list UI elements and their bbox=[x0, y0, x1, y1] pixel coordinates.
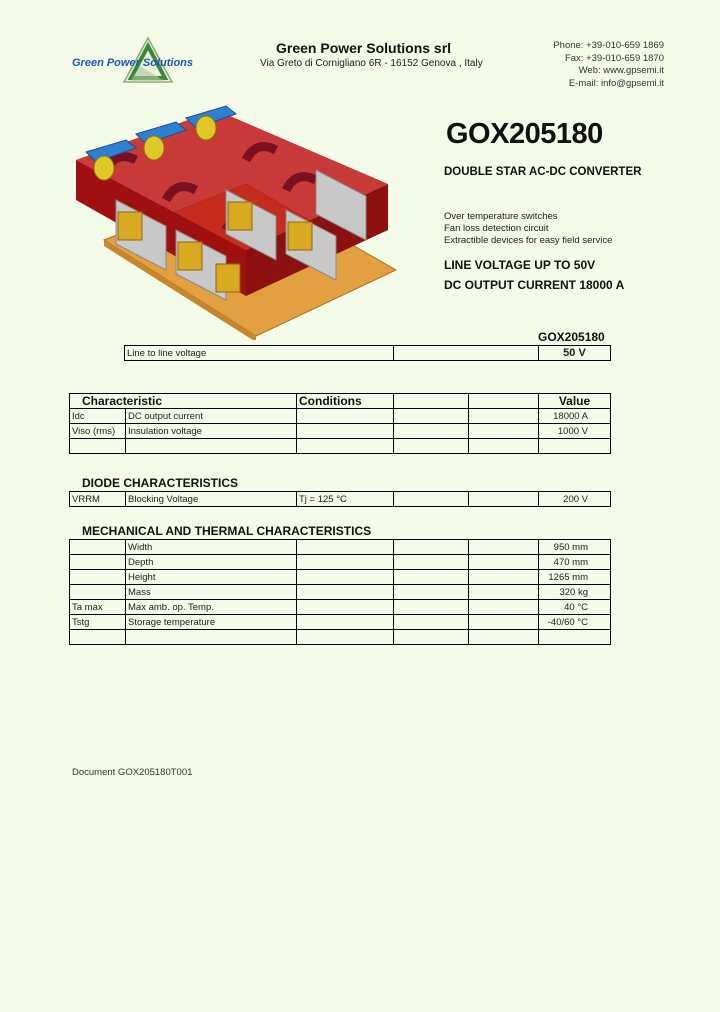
table-cell: Depth bbox=[126, 555, 297, 570]
rating-table bbox=[124, 345, 611, 361]
table-cell: Ta max bbox=[70, 600, 126, 615]
table-cell: Tj = 125 °C bbox=[297, 492, 394, 507]
feature-list bbox=[444, 211, 612, 247]
table-cell bbox=[394, 424, 469, 439]
table-cell bbox=[469, 615, 539, 630]
table-cell bbox=[297, 439, 394, 454]
rating-model-label: GOX205180 bbox=[538, 330, 605, 344]
table-cell: Insulation voltage bbox=[126, 424, 297, 439]
header-value: Value bbox=[539, 394, 611, 409]
product-model: GOX205180 bbox=[446, 118, 603, 150]
table-cell: 320 kg bbox=[539, 585, 611, 600]
diode-section-title: DIODE CHARACTERISTICS bbox=[82, 476, 239, 490]
table-cell bbox=[394, 346, 539, 361]
table-cell bbox=[394, 492, 469, 507]
company-address: Via Greto di Cornigliano 6R - 16152 Genova , Italy bbox=[260, 58, 483, 69]
contact-phone: Phone: +39-010-659 1869 bbox=[553, 40, 664, 51]
table-row bbox=[70, 555, 611, 570]
table-cell: Idc bbox=[70, 409, 126, 424]
characteristics-table bbox=[69, 393, 611, 454]
table-cell bbox=[297, 600, 394, 615]
table-cell bbox=[539, 630, 611, 645]
table-cell bbox=[539, 439, 611, 454]
company-name: Green Power Solutions srl bbox=[276, 40, 452, 56]
table-cell: 200 V bbox=[539, 492, 611, 507]
table-cell bbox=[70, 540, 126, 555]
table-cell bbox=[469, 439, 539, 454]
table-row bbox=[70, 615, 611, 630]
table-row bbox=[70, 409, 611, 424]
table-cell bbox=[394, 540, 469, 555]
table-cell: VRRM bbox=[70, 492, 126, 507]
table-cell bbox=[70, 570, 126, 585]
table-cell bbox=[469, 600, 539, 615]
table-cell bbox=[297, 555, 394, 570]
table-cell bbox=[70, 555, 126, 570]
table-cell bbox=[394, 570, 469, 585]
converter-render-image bbox=[66, 100, 406, 340]
table-cell bbox=[126, 439, 297, 454]
table-row bbox=[70, 570, 611, 585]
contact-fax: Fax: +39-010-659 1870 bbox=[564, 52, 664, 64]
table-row bbox=[125, 346, 611, 361]
table-cell bbox=[297, 630, 394, 645]
table-cell: Blocking Voltage bbox=[126, 492, 297, 507]
table-cell: 1000 V bbox=[539, 424, 611, 439]
header-conditions: Conditions bbox=[297, 394, 394, 409]
table-cell bbox=[126, 630, 297, 645]
spec-voltage: LINE VOLTAGE UP TO 50V bbox=[444, 258, 596, 272]
table-header-row bbox=[70, 394, 611, 409]
table-cell bbox=[297, 540, 394, 555]
table-row bbox=[70, 630, 611, 645]
table-cell: Viso (rms) bbox=[70, 424, 126, 439]
table-cell bbox=[297, 615, 394, 630]
feature-item: Over temperature switches bbox=[444, 211, 558, 222]
table-row bbox=[70, 492, 611, 507]
table-cell bbox=[469, 630, 539, 645]
table-cell: Mass bbox=[126, 585, 297, 600]
table-cell: Max amb. op. Temp. bbox=[126, 600, 297, 615]
table-row bbox=[70, 540, 611, 555]
table-cell: 950 mm bbox=[539, 540, 611, 555]
table-cell bbox=[70, 630, 126, 645]
table-cell: Storage temperature bbox=[126, 615, 297, 630]
diode-table bbox=[69, 491, 611, 507]
table-row bbox=[70, 439, 611, 454]
product-illustration bbox=[66, 100, 406, 340]
table-cell bbox=[394, 439, 469, 454]
table-cell: Line to line voltage bbox=[125, 346, 394, 361]
header-blank bbox=[469, 394, 539, 409]
contact-email[interactable]: E-mail: info@gpsemi.it bbox=[568, 77, 664, 89]
contact-web[interactable]: Web: www.gpsemi.it bbox=[578, 65, 664, 76]
table-cell bbox=[469, 492, 539, 507]
logo-text: Green Power Solutions bbox=[72, 57, 194, 69]
mechanical-section-title: MECHANICAL AND THERMAL CHARACTERISTICS bbox=[82, 524, 372, 538]
table-row bbox=[70, 600, 611, 615]
table-cell: 1265 mm bbox=[539, 570, 611, 585]
table-cell bbox=[297, 570, 394, 585]
table-cell bbox=[394, 585, 469, 600]
feature-item: Fan loss detection circuit bbox=[444, 223, 549, 234]
table-cell bbox=[394, 555, 469, 570]
contact-block bbox=[553, 40, 664, 90]
table-row bbox=[70, 424, 611, 439]
table-cell bbox=[297, 409, 394, 424]
table-cell bbox=[469, 409, 539, 424]
spec-current: DC OUTPUT CURRENT 18000 A bbox=[444, 278, 625, 292]
table-cell bbox=[394, 615, 469, 630]
table-cell bbox=[394, 600, 469, 615]
company-logo bbox=[70, 36, 220, 86]
header-characteristic: Characteristic bbox=[70, 394, 297, 409]
table-cell: Height bbox=[126, 570, 297, 585]
table-cell: 18000 A bbox=[539, 409, 611, 424]
table-cell bbox=[394, 630, 469, 645]
table-row bbox=[70, 585, 611, 600]
table-cell: 50 V bbox=[539, 346, 611, 361]
table-cell bbox=[70, 439, 126, 454]
product-subtitle: DOUBLE STAR AC-DC CONVERTER bbox=[444, 166, 642, 178]
feature-item: Extractible devices for easy field service bbox=[444, 235, 613, 246]
document-id: Document GOX205180T001 bbox=[72, 767, 193, 778]
table-cell: -40/60 °C bbox=[539, 615, 611, 630]
table-cell: Width bbox=[126, 540, 297, 555]
header-blank bbox=[394, 394, 469, 409]
table-cell bbox=[297, 424, 394, 439]
table-cell bbox=[469, 424, 539, 439]
table-cell bbox=[469, 540, 539, 555]
table-cell: 470 mm bbox=[539, 555, 611, 570]
table-cell bbox=[469, 585, 539, 600]
table-cell: 40 °C bbox=[539, 600, 611, 615]
table-cell bbox=[469, 555, 539, 570]
table-cell: DC output current bbox=[126, 409, 297, 424]
mechanical-table bbox=[69, 539, 611, 645]
table-cell bbox=[469, 570, 539, 585]
table-cell bbox=[70, 585, 126, 600]
table-cell: Tstg bbox=[70, 615, 126, 630]
table-cell bbox=[394, 409, 469, 424]
table-cell bbox=[297, 585, 394, 600]
